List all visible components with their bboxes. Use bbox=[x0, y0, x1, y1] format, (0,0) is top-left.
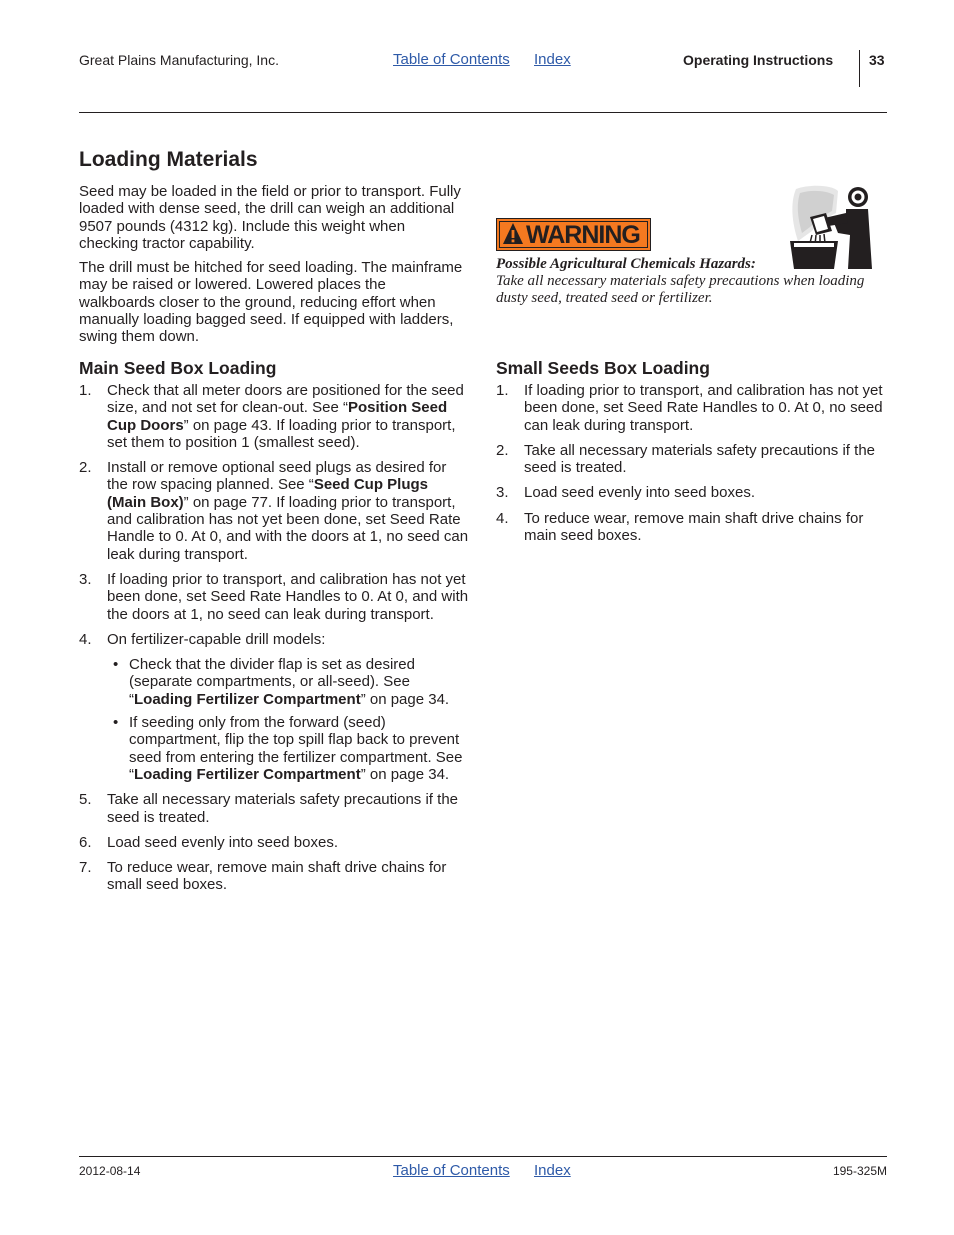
small-seed-steps bbox=[496, 382, 888, 552]
intro-paragraph-1: Seed may be loaded in the field or prior to transport. Fully loaded with dense seed, the drill can weigh an additional 9507 pounds (4312 kg). Include this weight when checking tractor capability. bbox=[79, 183, 461, 252]
list-item: 4. On fertilizer-capable drill models: • Check that the divider flap is set as desired (separate compartments, or all-seed). See “Loading Fertilizer Compartment” on page 34. • If seeding only from the forward (seed) compartment, flip the top spill flap back to prevent seed from entering the fertilizer compartment. See “Loading Fertilizer Compartment” on page 34. bbox=[79, 631, 471, 783]
fertilizer-bullets bbox=[107, 656, 471, 783]
company-name: Great Plains Manufacturing, Inc. bbox=[79, 52, 279, 68]
toc-link-header[interactable]: Table of Contents bbox=[393, 51, 510, 68]
list-item: 7. To reduce wear, remove main shaft drive chains for small seed boxes. bbox=[79, 859, 447, 894]
warning-badge bbox=[496, 218, 651, 251]
small-seed-heading: Small Seeds Box Loading bbox=[496, 358, 710, 378]
warning-triangle-icon bbox=[502, 222, 524, 246]
section-title: Operating Instructions bbox=[683, 52, 834, 68]
main-seed-steps bbox=[79, 382, 471, 902]
list-item: 4. To reduce wear, remove main shaft drive chains for main seed boxes. bbox=[496, 509, 864, 545]
footer-rule bbox=[79, 1156, 887, 1157]
xref-position-seed-cup-doors: Position Seed Cup Doors bbox=[107, 399, 448, 434]
document-number: 195-325M bbox=[832, 1164, 887, 1178]
warning-text: Take all necessary materials safety precautions when loading dusty seed, treated seed or fertilizer. bbox=[496, 273, 865, 307]
toc-link-footer[interactable]: Table of Contents bbox=[393, 1162, 510, 1179]
header-divider bbox=[859, 50, 860, 87]
list-item: 3. Load seed evenly into seed boxes. bbox=[496, 484, 755, 502]
intro-paragraph-2: The drill must be hitched for seed loading. The mainframe may be raised or lowered. Lowered places the walkboards closer to the ground, reducing effort when manually loading bagged seed. If equipped with ladders, swing them down. bbox=[79, 259, 463, 346]
warning-label: WARNING bbox=[526, 221, 640, 249]
list-item: 5. Take all necessary materials safety precautions if the seed is treated. bbox=[79, 791, 458, 826]
list-item: 2. Take all necessary materials safety precautions if the seed is treated. bbox=[496, 441, 875, 477]
warning-heading: Possible Agricultural Chemicals Hazards: bbox=[496, 256, 756, 272]
page-title: Loading Materials bbox=[79, 148, 258, 171]
publication-date: 2012-08-14 bbox=[79, 1164, 141, 1178]
xref-seed-cup-plugs: Seed Cup Plugs (Main Box) bbox=[107, 476, 428, 511]
xref-loading-fertilizer-compartment: Loading Fertilizer Compartment bbox=[134, 690, 361, 708]
list-item: 6. Load seed evenly into seed boxes. bbox=[79, 833, 338, 851]
bullet-item: • If seeding only from the forward (seed) compartment, flip the top spill flap back to prevent seed from entering the fertilizer compartment. See “Loading Fertilizer Compartment” on page 34. bbox=[107, 714, 471, 783]
list-item: 2. Install or remove optional seed plugs as desired for the row spacing planned. See “Seed Cup Plugs (Main Box)” on page 77. If loading prior to transport, and calibration has not yet been done, set Seed Rate Handle to 0. At 0, and with the doors at 1, no seed can leak during transport. bbox=[79, 459, 469, 563]
header-rule bbox=[79, 112, 887, 113]
index-link-header[interactable]: Index bbox=[534, 51, 571, 68]
main-seed-heading: Main Seed Box Loading bbox=[79, 358, 277, 378]
list-item: 3. If loading prior to transport, and calibration has not yet been done, set Seed Rate Handles to 0. At 0, and with the doors at 1, no seed can leak during transport. bbox=[79, 570, 469, 623]
page-number: 33 bbox=[869, 52, 885, 68]
index-link-footer[interactable]: Index bbox=[534, 1162, 571, 1179]
xref-loading-fertilizer-compartment: Loading Fertilizer Compartment bbox=[134, 765, 361, 783]
bullet-item: • Check that the divider flap is set as desired (separate compartments, or all-seed). See “Loading Fertilizer Compartment” on page 34. bbox=[107, 656, 471, 708]
list-item: 1. If loading prior to transport, and calibration has not yet been done, set Seed Rate Handles to 0. At 0, no seed can leak during transport. bbox=[496, 382, 883, 434]
list-item: 1. Check that all meter doors are positioned for the seed size, and not set for clean-out. See “Position Seed Cup Doors” on page 43. If loading prior to transport, set them to position 1 (smallest seed). bbox=[79, 382, 464, 451]
